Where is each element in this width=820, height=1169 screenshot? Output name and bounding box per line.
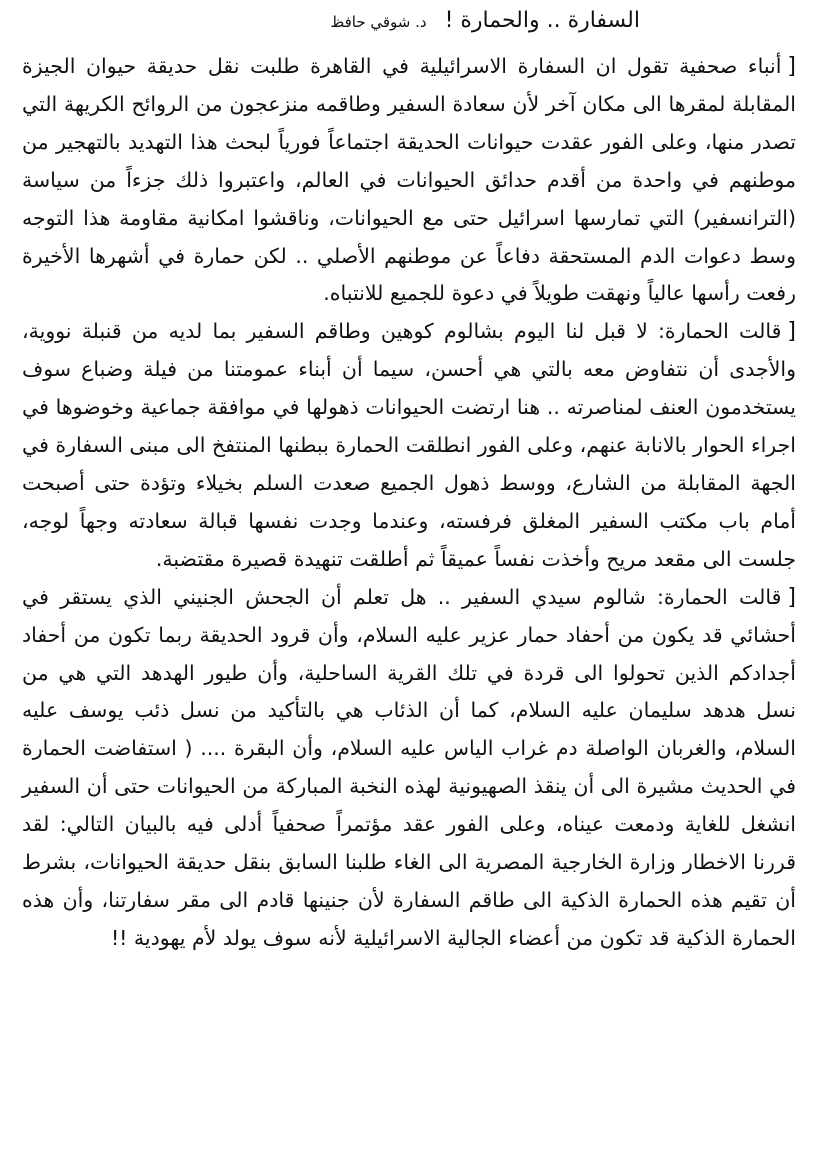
document-body [22, 48, 796, 958]
document-header [180, 8, 640, 42]
document-author: د. شوقي حافظ [330, 13, 427, 31]
paragraph-3-text: قالت الحمارة: شالوم سيدي السفير .. هل تعلم أن الجحش الجنيني الذي يستقر في أحشائي قد يكون من أحفاد حمار عزير عليه السلام، وأن قرود الحديقة ربما تكون من أحفاد أجدادكم الذين تحولوا الى قردة في تلك القرية الساحلية، وأن طيور الهدهد التي هي من نسل هدهد سليمان عليه السلام، كما أن الذئاب هي بالتأكيد من نسل ذئب يوسف عليه السلام، والغربان الواصلة دم غراب الياس عليه السلام، وأن البقرة .... ( استفاضت الحمارة في الحديث مشيرة الى أن ينقذ الصهيونية لهذه النخبة المباركة من الحيوانات حتى أن السفير انشغل للغاية ودمعت عيناه، وعلى الفور عقد مؤتمراً صحفياً أدلى فيه بالبيان التالي: لقد قررنا الاخطار وزارة الخارجية المصرية الى الغاء طلبنا السابق بنقل حديقة الحيوانات، بشرط أن تقيم هذه الحمارة الذكية الى طاقم السفارة لأن جنينها قادم الى مقر سفارتنا، وأن هذه الحمارة الذكية قد تكون من أعضاء الجالية الاسرائيلية لأنه سوف يولد لأم يهودية !! [22, 584, 796, 950]
paragraph-1-bracket: [ [787, 54, 796, 79]
document-title: السفارة .. والحمارة ! [444, 8, 640, 33]
paragraph-2-bracket: [ [787, 319, 796, 345]
paragraph-3 [22, 579, 796, 958]
paragraph-2 [22, 313, 796, 578]
paragraph-1-text: أنباء صحفية تقول ان السفارة الاسرائيلية في القاهرة طلبت نقل حديقة حيوان الجيزة المقابلة لمقرها الى مكان آخر لأن سعادة السفير وطاقمه منزعجون من الروائح الكريهة التي تصدر منها، وعلى الفور عقدت حيوانات الحديقة اجتماعاً فورياً لبحث هذا التهديد بالتهجير من موطنهم في واحدة من أقدم حدائق الحيوانات في العالم، واعتبروا ذلك جزءاً من سياسة (الترانسفير) التي تمارسها اسرائيل حتى مع الحيوانات، وناقشوا امكانية مقاومة هذا التوجه وسط دعوات الدم المستحقة دفاعاً عن موطنهم الأصلي .. لكن حمارة في أشهرها الأخيرة رفعت رأسها عالياً ونهقت طويلاً في دعوة للجميع للانتباه. [22, 54, 796, 306]
paragraph-1 [22, 48, 796, 313]
paragraph-2-text: قالت الحمارة: لا قبل لنا اليوم بشالوم كوهين وطاقم السفير بما لديه من قنبلة نووية، والأجدى أن نتفاوض معه بالتي هي أحسن، سيما أن أبناء عمومتنا من فيلة وضباع سوف يستخدمون العنف لمناصرته .. هنا ارتضت الحيوانات ذهولها في موافقة جماعية وخوضوها في اجراء الحوار بالانابة عنهم، وعلى الفور انطلقت الحمارة ببطنها المنتفخ الى مبنى السفارة في الجهة المقابلة من الشارع، ووسط ذهول الجميع صعدت السلم بخيلاء وتؤدة حتى أصبحت أمام باب مكتب السفير المغلق فرفسته، وعندما وجدت نفسها قبالة سعادته وجهاً لوجه، جلست الى مقعد مريح وأخذت نفساً عميقاً ثم أطلقت تنهيدة قصيرة مقتضبة. [22, 319, 796, 571]
paragraph-3-bracket: [ [787, 584, 796, 610]
